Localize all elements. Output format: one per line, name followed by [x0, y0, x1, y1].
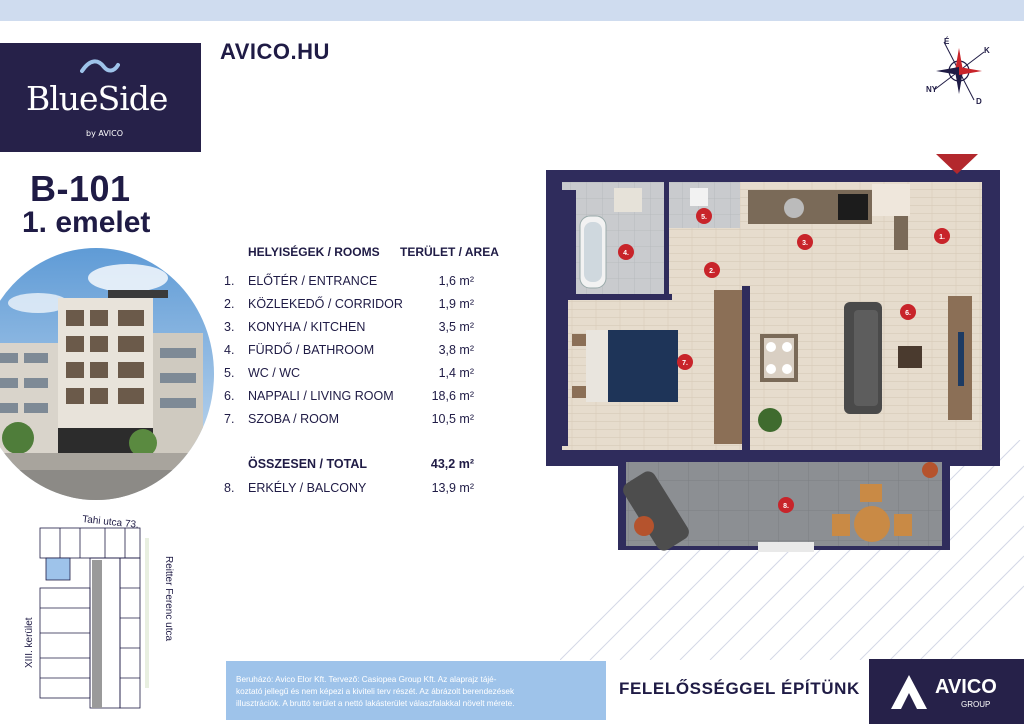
balcony-row — [224, 481, 494, 497]
avico-group-logo — [869, 659, 1024, 724]
district-label: XIII. kerület — [24, 617, 35, 668]
room-area: 10,5 m² — [431, 412, 474, 426]
marker-label-5: 5. — [701, 214, 707, 221]
room-number: 6. — [224, 389, 235, 403]
disclaimer — [226, 661, 606, 720]
marker-label-1: 1. — [939, 234, 945, 241]
room-area: 3,5 m² — [438, 320, 474, 334]
room-name: KONYHA / KITCHEN — [248, 320, 366, 334]
slogan: FELELŐSSÉGGEL ÉPÍTÜNK — [619, 679, 860, 698]
total-area: 43,2 m² — [430, 457, 474, 471]
header-area: TERÜLET / AREA — [400, 245, 499, 259]
disclaimer-line: Beruházó: Avico Elor Kft. Tervező: Casiopea Group Kft. Az alaprajz tájé- — [236, 675, 497, 684]
room-name: SZOBA / ROOM — [248, 412, 339, 426]
balcony-area: 13,9 m² — [431, 481, 474, 495]
room-number: 3. — [224, 320, 235, 334]
unit-code: B-101 — [30, 168, 131, 209]
room-row — [224, 366, 494, 382]
room-row — [224, 320, 494, 336]
room-area: 1,6 m² — [438, 274, 474, 288]
room-name: WC / WC — [248, 366, 301, 380]
room-name: ELŐTÉR / ENTRANCE — [248, 274, 378, 288]
building-photo — [0, 248, 214, 500]
marker-label-7: 7. — [682, 360, 688, 367]
logo-by: by AVICO — [86, 129, 124, 138]
street-top-label: Tahi utca 73. — [81, 514, 140, 531]
header-rooms: HELYISÉGEK / ROOMS — [248, 245, 380, 259]
marker-label-8: 8. — [783, 503, 789, 510]
blueside-logo — [0, 43, 201, 152]
avico-mark-icon — [889, 673, 929, 711]
compass-west: NY — [926, 85, 938, 94]
room-name: NAPPALI / LIVING ROOM — [248, 389, 394, 403]
room-row — [224, 412, 494, 428]
room-number: 5. — [224, 366, 235, 380]
room-row — [224, 297, 494, 313]
room-number: 2. — [224, 297, 235, 311]
marker-label-4: 4. — [623, 250, 629, 257]
balcony-name: ERKÉLY / BALCONY — [248, 481, 367, 495]
total-row — [224, 457, 494, 473]
wave-icon — [80, 57, 120, 77]
group-name: AVICO — [935, 676, 997, 698]
floor-label: 1. emelet — [22, 206, 151, 239]
group-sub: GROUP — [961, 700, 991, 709]
marker-label-3: 3. — [802, 240, 808, 247]
room-area: 3,8 m² — [438, 343, 474, 357]
compass-icon — [922, 34, 996, 108]
room-area: 1,4 m² — [438, 366, 474, 380]
room-row — [224, 343, 494, 359]
room-row — [224, 389, 494, 405]
room-number: 4. — [224, 343, 235, 357]
marker-label-6: 6. — [905, 310, 911, 317]
logo-name: BlueSide — [26, 79, 168, 118]
compass-north: É — [944, 37, 950, 46]
balcony-number: 8. — [224, 481, 235, 495]
top-band — [0, 0, 1024, 21]
compass-east: K — [984, 46, 990, 55]
compass-south: D — [976, 97, 982, 106]
room-name: FÜRDŐ / BATHROOM — [248, 343, 375, 357]
street-right-label: Reitter Ferenc utca — [163, 556, 174, 642]
disclaimer-line: illusztrációk. A bruttó terület a nettó lakásterület válaszfalakkal növelt mérete. — [236, 699, 515, 708]
room-row — [224, 274, 494, 290]
room-number: 7. — [224, 412, 235, 426]
site-map — [20, 508, 200, 718]
room-name: KÖZLEKEDŐ / CORRIDOR — [248, 297, 403, 311]
disclaimer-line: koztató jellegű és nem képezi a kiviteli terv részét. Az ábrázolt berendezések — [236, 687, 515, 696]
room-area: 18,6 m² — [431, 389, 474, 403]
room-number: 1. — [224, 274, 235, 288]
plan-markers — [538, 150, 1010, 556]
room-area: 1,9 m² — [438, 297, 474, 311]
total-label: ÖSSZESEN / TOTAL — [248, 457, 367, 471]
marker-label-2: 2. — [709, 268, 715, 275]
website-link[interactable]: AVICO.HU — [220, 39, 330, 64]
